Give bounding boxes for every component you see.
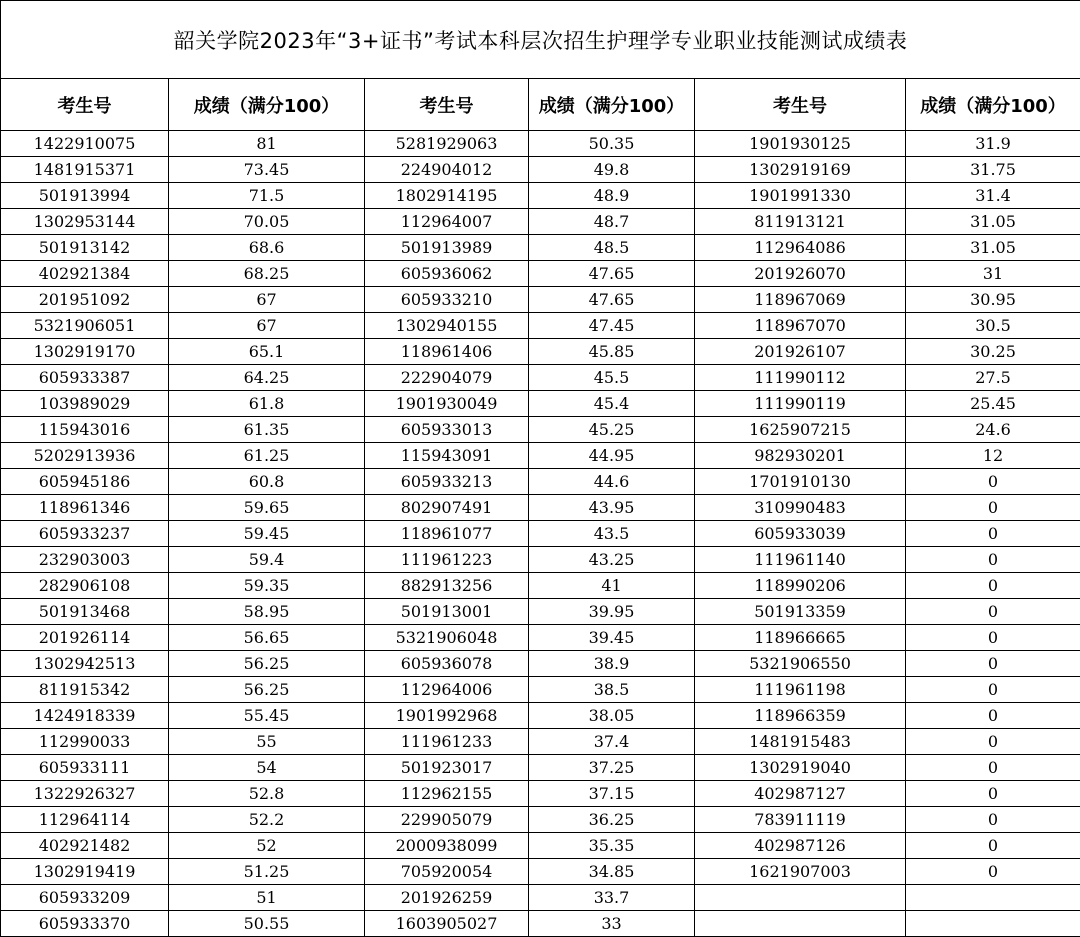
- score-cell: 25.45: [906, 391, 1080, 417]
- score-cell: 37.4: [529, 729, 695, 755]
- candidate-id-cell: 282906108: [1, 573, 169, 599]
- score-cell: 12: [906, 443, 1080, 469]
- score-cell: 31.9: [906, 131, 1080, 157]
- candidate-id-cell: 232903003: [1, 547, 169, 573]
- table-row: [1, 131, 1080, 157]
- score-cell: 56.65: [169, 625, 365, 651]
- score-cell: 0: [906, 729, 1080, 755]
- score-cell: 60.8: [169, 469, 365, 495]
- candidate-id-cell: 112964114: [1, 807, 169, 833]
- candidate-id-cell: 605933209: [1, 885, 169, 911]
- table-row: [1, 495, 1080, 521]
- candidate-id-cell: 112990033: [1, 729, 169, 755]
- score-cell: 68.6: [169, 235, 365, 261]
- candidate-id-cell: 201926114: [1, 625, 169, 651]
- table-row: [1, 677, 1080, 703]
- candidate-id-cell: 802907491: [365, 495, 529, 521]
- candidate-id-cell: 402921384: [1, 261, 169, 287]
- candidate-id-cell: 1424918339: [1, 703, 169, 729]
- score-cell: 59.45: [169, 521, 365, 547]
- table-row: [1, 599, 1080, 625]
- candidate-id-cell: 1481915483: [695, 729, 906, 755]
- candidate-id-cell: 111961223: [365, 547, 529, 573]
- score-cell: 52.2: [169, 807, 365, 833]
- table-row: [1, 703, 1080, 729]
- score-cell: 64.25: [169, 365, 365, 391]
- candidate-id-cell: 118966665: [695, 625, 906, 651]
- candidate-id-cell: 605933039: [695, 521, 906, 547]
- candidate-id-cell: 605945186: [1, 469, 169, 495]
- score-cell: 45.4: [529, 391, 695, 417]
- score-cell: 81: [169, 131, 365, 157]
- candidate-id-cell: 501923017: [365, 755, 529, 781]
- score-cell: 48.5: [529, 235, 695, 261]
- candidate-id-cell: 115943016: [1, 417, 169, 443]
- table-row: [1, 365, 1080, 391]
- score-cell: 0: [906, 521, 1080, 547]
- score-cell: 47.45: [529, 313, 695, 339]
- candidate-id-cell: 1302940155: [365, 313, 529, 339]
- score-cell: 52: [169, 833, 365, 859]
- score-cell: 0: [906, 573, 1080, 599]
- candidate-id-cell: 222904079: [365, 365, 529, 391]
- table-row: [1, 625, 1080, 651]
- score-cell: 61.25: [169, 443, 365, 469]
- candidate-id-cell: 1481915371: [1, 157, 169, 183]
- candidate-id-cell: 111990112: [695, 365, 906, 391]
- candidate-id-cell: 1302919040: [695, 755, 906, 781]
- candidate-id-cell: 705920054: [365, 859, 529, 885]
- candidate-id-cell: 605936062: [365, 261, 529, 287]
- candidate-id-cell: 605933013: [365, 417, 529, 443]
- score-cell: 38.05: [529, 703, 695, 729]
- score-cell: 44.6: [529, 469, 695, 495]
- score-cell: 38.9: [529, 651, 695, 677]
- score-cell: 0: [906, 703, 1080, 729]
- candidate-id-cell: 501913468: [1, 599, 169, 625]
- candidate-id-cell: 5321906051: [1, 313, 169, 339]
- score-cell: 65.1: [169, 339, 365, 365]
- candidate-id-cell: 882913256: [365, 573, 529, 599]
- score-cell: 0: [906, 625, 1080, 651]
- score-cell: 31: [906, 261, 1080, 287]
- table-row: [1, 183, 1080, 209]
- score-cell: 35.35: [529, 833, 695, 859]
- candidate-id-cell: 2000938099: [365, 833, 529, 859]
- column-header-candidate-id: 考生号: [1, 79, 169, 131]
- table-row: [1, 417, 1080, 443]
- candidate-id-cell: 118990206: [695, 573, 906, 599]
- score-cell: 47.65: [529, 261, 695, 287]
- score-cell: 48.7: [529, 209, 695, 235]
- score-cell: 54: [169, 755, 365, 781]
- score-cell: 30.25: [906, 339, 1080, 365]
- candidate-id-cell: 310990483: [695, 495, 906, 521]
- candidate-id-cell: 982930201: [695, 443, 906, 469]
- score-cell: 59.4: [169, 547, 365, 573]
- score-cell: 71.5: [169, 183, 365, 209]
- score-cell: 48.9: [529, 183, 695, 209]
- candidate-id-cell: 402987127: [695, 781, 906, 807]
- column-header-candidate-id: 考生号: [365, 79, 529, 131]
- candidate-id-cell: 501913994: [1, 183, 169, 209]
- table-row: [1, 443, 1080, 469]
- table-row: [1, 729, 1080, 755]
- table-row: [1, 651, 1080, 677]
- score-cell: [906, 911, 1080, 937]
- candidate-id-cell: 111961233: [365, 729, 529, 755]
- score-cell: 67: [169, 287, 365, 313]
- candidate-id-cell: 112964007: [365, 209, 529, 235]
- candidate-id-cell: 783911119: [695, 807, 906, 833]
- candidate-id-cell: 5321906550: [695, 651, 906, 677]
- score-cell: 51.25: [169, 859, 365, 885]
- candidate-id-cell: 115943091: [365, 443, 529, 469]
- candidate-id-cell: 605933210: [365, 287, 529, 313]
- candidate-id-cell: 605933237: [1, 521, 169, 547]
- score-cell: 37.15: [529, 781, 695, 807]
- candidate-id-cell: 402987126: [695, 833, 906, 859]
- candidate-id-cell: 201926070: [695, 261, 906, 287]
- table-row: [1, 235, 1080, 261]
- candidate-id-cell: 5281929063: [365, 131, 529, 157]
- table-row: [1, 781, 1080, 807]
- score-cell: 0: [906, 599, 1080, 625]
- score-cell: 0: [906, 755, 1080, 781]
- table-row: [1, 209, 1080, 235]
- score-cell: 0: [906, 677, 1080, 703]
- score-cell: 44.95: [529, 443, 695, 469]
- column-header-score: 成绩（满分100）: [169, 79, 365, 131]
- score-cell: 39.95: [529, 599, 695, 625]
- score-cell: 30.5: [906, 313, 1080, 339]
- candidate-id-cell: 1901991330: [695, 183, 906, 209]
- candidate-id-cell: 112964086: [695, 235, 906, 261]
- candidate-id-cell: 1302919169: [695, 157, 906, 183]
- score-cell: 55: [169, 729, 365, 755]
- score-cell: 34.85: [529, 859, 695, 885]
- candidate-id-cell: 605933370: [1, 911, 169, 937]
- score-cell: 0: [906, 547, 1080, 573]
- score-cell: 68.25: [169, 261, 365, 287]
- score-cell: 41: [529, 573, 695, 599]
- score-cell: 43.5: [529, 521, 695, 547]
- score-cell: 24.6: [906, 417, 1080, 443]
- candidate-id-cell: 811915342: [1, 677, 169, 703]
- candidate-id-cell: 111961198: [695, 677, 906, 703]
- table-row: [1, 157, 1080, 183]
- score-cell: 56.25: [169, 677, 365, 703]
- score-cell: 55.45: [169, 703, 365, 729]
- candidate-id-cell: 605933387: [1, 365, 169, 391]
- candidate-id-cell: 1701910130: [695, 469, 906, 495]
- table-row: [1, 261, 1080, 287]
- score-cell: 50.35: [529, 131, 695, 157]
- table-row: [1, 859, 1080, 885]
- score-cell: 0: [906, 781, 1080, 807]
- candidate-id-cell: 1603905027: [365, 911, 529, 937]
- candidate-id-cell: 112962155: [365, 781, 529, 807]
- score-cell: 0: [906, 495, 1080, 521]
- score-cell: 0: [906, 469, 1080, 495]
- score-cell: 67: [169, 313, 365, 339]
- table-row: [1, 521, 1080, 547]
- score-cell: 39.45: [529, 625, 695, 651]
- score-cell: 0: [906, 833, 1080, 859]
- column-header-score: 成绩（满分100）: [529, 79, 695, 131]
- candidate-id-cell: 118961406: [365, 339, 529, 365]
- table-row: [1, 313, 1080, 339]
- candidate-id-cell: [695, 911, 906, 937]
- score-cell: 36.25: [529, 807, 695, 833]
- score-cell: 45.5: [529, 365, 695, 391]
- candidate-id-cell: 5321906048: [365, 625, 529, 651]
- candidate-id-cell: 1802914195: [365, 183, 529, 209]
- score-cell: 33.7: [529, 885, 695, 911]
- candidate-id-cell: 112964006: [365, 677, 529, 703]
- candidate-id-cell: 118966359: [695, 703, 906, 729]
- candidate-id-cell: 1302953144: [1, 209, 169, 235]
- score-cell: 59.65: [169, 495, 365, 521]
- candidate-id-cell: 118967070: [695, 313, 906, 339]
- table-row: [1, 911, 1080, 937]
- score-cell: 33: [529, 911, 695, 937]
- score-cell: 43.25: [529, 547, 695, 573]
- score-cell: 31.4: [906, 183, 1080, 209]
- candidate-id-cell: 201951092: [1, 287, 169, 313]
- score-cell: 50.55: [169, 911, 365, 937]
- candidate-id-cell: 1302919419: [1, 859, 169, 885]
- score-cell: 0: [906, 859, 1080, 885]
- candidate-id-cell: 201926259: [365, 885, 529, 911]
- score-cell: 45.85: [529, 339, 695, 365]
- score-cell: 59.35: [169, 573, 365, 599]
- candidate-id-cell: 1302919170: [1, 339, 169, 365]
- score-cell: 45.25: [529, 417, 695, 443]
- table-row: [1, 885, 1080, 911]
- score-cell: 31.05: [906, 235, 1080, 261]
- score-cell: 38.5: [529, 677, 695, 703]
- header-row: [1, 79, 1080, 131]
- table-row: [1, 755, 1080, 781]
- table-row: [1, 833, 1080, 859]
- candidate-id-cell: 224904012: [365, 157, 529, 183]
- score-cell: 61.8: [169, 391, 365, 417]
- table-row: [1, 807, 1080, 833]
- score-cell: 61.35: [169, 417, 365, 443]
- table-row: [1, 287, 1080, 313]
- candidate-id-cell: 111990119: [695, 391, 906, 417]
- candidate-id-cell: 5202913936: [1, 443, 169, 469]
- candidate-id-cell: 501913001: [365, 599, 529, 625]
- score-cell: 30.95: [906, 287, 1080, 313]
- candidate-id-cell: 1322926327: [1, 781, 169, 807]
- candidate-id-cell: 1302942513: [1, 651, 169, 677]
- candidate-id-cell: [695, 885, 906, 911]
- score-cell: 56.25: [169, 651, 365, 677]
- candidate-id-cell: 201926107: [695, 339, 906, 365]
- candidate-id-cell: 501913989: [365, 235, 529, 261]
- score-cell: 27.5: [906, 365, 1080, 391]
- candidate-id-cell: 1901930125: [695, 131, 906, 157]
- score-cell: [906, 885, 1080, 911]
- score-cell: 73.45: [169, 157, 365, 183]
- candidate-id-cell: 605933111: [1, 755, 169, 781]
- table-row: [1, 547, 1080, 573]
- score-cell: 70.05: [169, 209, 365, 235]
- candidate-id-cell: 118961077: [365, 521, 529, 547]
- column-header-candidate-id: 考生号: [695, 79, 906, 131]
- score-cell: 0: [906, 807, 1080, 833]
- candidate-id-cell: 605933213: [365, 469, 529, 495]
- score-cell: 37.25: [529, 755, 695, 781]
- score-cell: 0: [906, 651, 1080, 677]
- candidate-id-cell: 501913142: [1, 235, 169, 261]
- score-cell: 31.05: [906, 209, 1080, 235]
- candidate-id-cell: 1901992968: [365, 703, 529, 729]
- score-cell: 31.75: [906, 157, 1080, 183]
- candidate-id-cell: 118961346: [1, 495, 169, 521]
- table-row: [1, 339, 1080, 365]
- candidate-id-cell: 111961140: [695, 547, 906, 573]
- score-cell: 52.8: [169, 781, 365, 807]
- table-row: [1, 469, 1080, 495]
- table-row: [1, 573, 1080, 599]
- candidate-id-cell: 1621907003: [695, 859, 906, 885]
- column-header-score: 成绩（满分100）: [906, 79, 1080, 131]
- candidate-id-cell: 1901930049: [365, 391, 529, 417]
- table-title: 韶关学院2023年“3+证书”考试本科层次招生护理学专业职业技能测试成绩表: [1, 1, 1080, 79]
- candidate-id-cell: 103989029: [1, 391, 169, 417]
- candidate-id-cell: 118967069: [695, 287, 906, 313]
- candidate-id-cell: 501913359: [695, 599, 906, 625]
- score-cell: 43.95: [529, 495, 695, 521]
- score-cell: 47.65: [529, 287, 695, 313]
- candidate-id-cell: 605936078: [365, 651, 529, 677]
- score-cell: 51: [169, 885, 365, 911]
- score-cell: 58.95: [169, 599, 365, 625]
- candidate-id-cell: 1625907215: [695, 417, 906, 443]
- table-row: [1, 391, 1080, 417]
- candidate-id-cell: 229905079: [365, 807, 529, 833]
- candidate-id-cell: 811913121: [695, 209, 906, 235]
- candidate-id-cell: 1422910075: [1, 131, 169, 157]
- score-cell: 49.8: [529, 157, 695, 183]
- candidate-id-cell: 402921482: [1, 833, 169, 859]
